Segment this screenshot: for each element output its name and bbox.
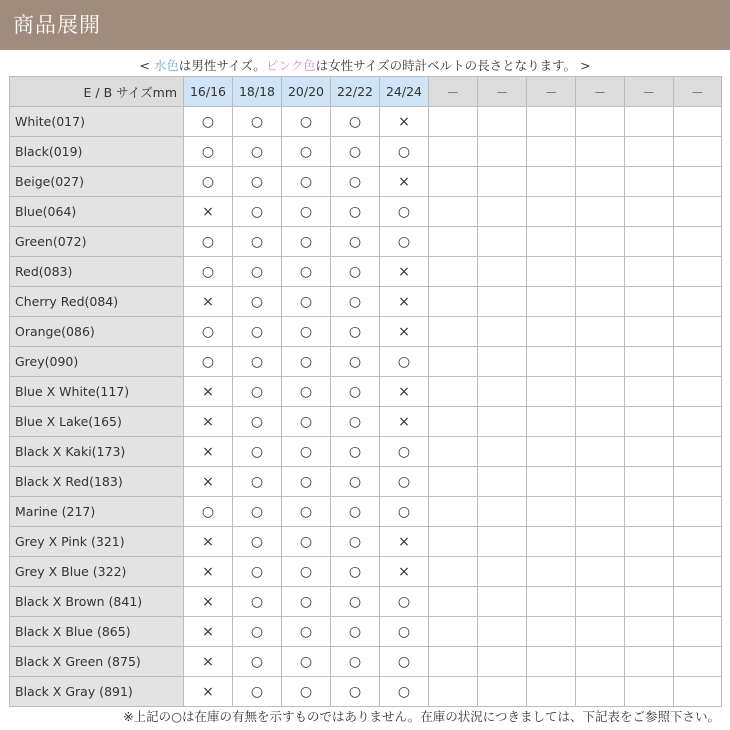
availability-mark: ○ [331,677,380,707]
availability-mark: ○ [233,647,282,677]
empty-cell [478,227,527,257]
empty-cell [478,407,527,437]
table-row [10,437,722,467]
empty-size-header: － [527,77,576,107]
availability-mark: ○ [233,497,282,527]
availability-mark: ○ [331,227,380,257]
table-row [10,497,722,527]
availability-mark: ○ [380,197,429,227]
availability-mark: × [184,587,233,617]
availability-mark: ○ [282,647,331,677]
color-name-cell: Marine (217) [10,497,184,527]
availability-mark: ○ [380,677,429,707]
table-row [10,107,722,137]
availability-mark: × [380,377,429,407]
note-open: < [139,58,154,73]
availability-mark: × [380,257,429,287]
availability-mark: ○ [233,677,282,707]
size-header: 24/24 [380,77,429,107]
empty-cell [429,677,478,707]
empty-cell [674,497,722,527]
empty-cell [478,347,527,377]
empty-size-header: － [478,77,527,107]
availability-mark: ○ [331,257,380,287]
availability-mark: ○ [282,347,331,377]
availability-mark: ○ [282,137,331,167]
availability-mark: ○ [233,257,282,287]
size-header: 16/16 [184,77,233,107]
table-row [10,527,722,557]
empty-cell [576,437,625,467]
table-header-row [10,77,722,107]
empty-cell [527,257,576,287]
color-name-cell: Beige(027) [10,167,184,197]
availability-mark: ○ [331,647,380,677]
empty-cell [478,677,527,707]
empty-cell [674,557,722,587]
empty-cell [576,287,625,317]
empty-cell [674,137,722,167]
availability-mark: × [184,437,233,467]
empty-cell [429,137,478,167]
empty-size-header: － [576,77,625,107]
empty-cell [625,257,674,287]
table-row [10,317,722,347]
empty-cell [478,587,527,617]
empty-cell [625,437,674,467]
empty-cell [625,107,674,137]
availability-mark: ○ [282,527,331,557]
table-row [10,167,722,197]
table-row [10,377,722,407]
size-color-note [0,57,730,75]
empty-cell [429,497,478,527]
table-row [10,467,722,497]
availability-mark: ○ [380,227,429,257]
empty-cell [674,257,722,287]
table-row [10,587,722,617]
empty-cell [674,527,722,557]
availability-mark: × [380,167,429,197]
availability-mark: × [380,287,429,317]
availability-mark: ○ [331,527,380,557]
empty-cell [527,497,576,527]
size-availability-table [9,76,722,707]
note-text-1: は男性サイズ。 [178,58,266,73]
availability-mark: ○ [331,617,380,647]
empty-cell [576,137,625,167]
table-row [10,257,722,287]
empty-cell [527,197,576,227]
empty-cell [527,287,576,317]
table-row [10,197,722,227]
empty-cell [478,467,527,497]
availability-mark: ○ [233,347,282,377]
availability-mark: ○ [282,677,331,707]
empty-cell [527,407,576,437]
availability-mark: ○ [331,287,380,317]
color-name-cell: Black X Kaki(173) [10,437,184,467]
size-corner-label: E / B サイズmm [10,77,184,107]
availability-mark: × [184,407,233,437]
color-name-cell: Blue(064) [10,197,184,227]
empty-cell [429,407,478,437]
empty-cell [625,227,674,257]
table-row [10,347,722,377]
note-text-2: は女性サイズの時計ベルトの長さとなります。 [315,58,577,73]
table-row [10,137,722,167]
empty-cell [429,377,478,407]
empty-cell [478,107,527,137]
availability-mark: ○ [331,587,380,617]
note-close: > [576,58,591,73]
empty-cell [674,467,722,497]
availability-mark: ○ [184,317,233,347]
table-row [10,647,722,677]
availability-mark: × [184,647,233,677]
empty-cell [478,317,527,347]
empty-cell [625,137,674,167]
empty-cell [674,347,722,377]
empty-cell [625,617,674,647]
availability-mark: ○ [233,377,282,407]
empty-cell [625,197,674,227]
availability-mark: ○ [282,287,331,317]
empty-cell [674,317,722,347]
table-row [10,617,722,647]
availability-mark: × [380,317,429,347]
color-name-cell: Grey X Blue (322) [10,557,184,587]
availability-mark: ○ [282,407,331,437]
empty-cell [576,407,625,437]
availability-mark: ○ [380,587,429,617]
empty-cell [625,377,674,407]
availability-mark: ○ [233,587,282,617]
empty-cell [429,197,478,227]
availability-mark: ○ [184,167,233,197]
color-name-cell: Black(019) [10,137,184,167]
availability-mark: ○ [282,257,331,287]
availability-mark: ○ [282,497,331,527]
color-name-cell: Black X Green (875) [10,647,184,677]
table-row [10,407,722,437]
color-name-cell: Cherry Red(084) [10,287,184,317]
availability-mark: × [380,557,429,587]
empty-cell [674,167,722,197]
availability-mark: ○ [331,137,380,167]
empty-cell [674,107,722,137]
empty-cell [478,617,527,647]
empty-cell [674,647,722,677]
availability-mark: ○ [282,317,331,347]
empty-size-header: － [625,77,674,107]
availability-mark: ○ [233,137,282,167]
empty-cell [527,377,576,407]
empty-cell [429,467,478,497]
availability-mark: ○ [331,467,380,497]
table-row [10,677,722,707]
availability-mark: ○ [331,437,380,467]
color-name-cell: Blue X White(117) [10,377,184,407]
availability-mark: × [184,527,233,557]
empty-cell [674,287,722,317]
empty-cell [478,287,527,317]
page-title: 商品展開 [13,13,101,37]
color-name-cell: Orange(086) [10,317,184,347]
availability-mark: × [184,677,233,707]
empty-cell [576,677,625,707]
availability-mark: ○ [184,497,233,527]
table-row [10,287,722,317]
availability-mark: ○ [282,167,331,197]
availability-mark: ○ [331,407,380,437]
availability-mark: ○ [331,377,380,407]
color-name-cell: Black X Blue (865) [10,617,184,647]
availability-mark: ○ [184,257,233,287]
availability-mark: ○ [380,617,429,647]
empty-cell [674,587,722,617]
availability-mark: × [380,407,429,437]
empty-cell [429,347,478,377]
availability-mark: ○ [184,137,233,167]
empty-cell [478,437,527,467]
empty-cell [674,227,722,257]
availability-mark: ○ [380,647,429,677]
color-name-cell: Black X Brown (841) [10,587,184,617]
empty-cell [478,527,527,557]
availability-mark: ○ [233,527,282,557]
empty-cell [527,617,576,647]
empty-cell [527,647,576,677]
empty-cell [625,647,674,677]
availability-mark: ○ [233,287,282,317]
header-bar [0,0,730,50]
availability-mark: × [184,557,233,587]
empty-cell [527,467,576,497]
empty-cell [527,317,576,347]
availability-mark: × [380,527,429,557]
availability-mark: × [380,107,429,137]
empty-cell [429,437,478,467]
empty-cell [576,107,625,137]
availability-mark: ○ [282,557,331,587]
availability-mark: ○ [233,167,282,197]
availability-mark: ○ [233,557,282,587]
empty-cell [674,377,722,407]
size-header: 20/20 [282,77,331,107]
empty-cell [429,167,478,197]
empty-cell [429,557,478,587]
empty-cell [527,137,576,167]
note-pink-word: ピンク色 [265,58,316,73]
empty-cell [429,317,478,347]
empty-cell [674,197,722,227]
empty-size-header: － [429,77,478,107]
empty-cell [625,407,674,437]
empty-cell [625,677,674,707]
availability-mark: ○ [282,467,331,497]
empty-cell [429,107,478,137]
footnote: ※上記の○は在庫の有無を示すものではありません。在庫の状況につきましては、下記表をご参照下さい。 [123,709,720,724]
empty-cell [527,677,576,707]
availability-mark: × [184,467,233,497]
size-header: 22/22 [331,77,380,107]
empty-cell [429,587,478,617]
availability-mark: ○ [380,467,429,497]
availability-mark: × [184,287,233,317]
empty-cell [625,317,674,347]
availability-mark: ○ [380,497,429,527]
empty-size-header: － [674,77,722,107]
empty-cell [674,617,722,647]
availability-mark: ○ [282,377,331,407]
empty-cell [576,557,625,587]
note-blue-word: 水色 [153,58,179,73]
empty-cell [674,407,722,437]
availability-mark: ○ [282,437,331,467]
empty-cell [429,617,478,647]
availability-mark: ○ [331,197,380,227]
empty-cell [527,587,576,617]
empty-cell [625,347,674,377]
empty-cell [429,227,478,257]
color-name-cell: White(017) [10,107,184,137]
color-name-cell: Black X Gray (891) [10,677,184,707]
empty-cell [478,557,527,587]
availability-mark: ○ [233,227,282,257]
empty-cell [478,197,527,227]
availability-mark: ○ [282,587,331,617]
color-name-cell: Green(072) [10,227,184,257]
empty-cell [429,287,478,317]
availability-mark: × [184,617,233,647]
availability-mark: ○ [331,347,380,377]
availability-mark: ○ [233,407,282,437]
color-name-cell: Black X Red(183) [10,467,184,497]
empty-cell [625,527,674,557]
empty-cell [576,617,625,647]
availability-mark: ○ [233,317,282,347]
empty-cell [576,647,625,677]
availability-mark: ○ [380,137,429,167]
availability-mark: ○ [184,107,233,137]
empty-cell [625,497,674,527]
empty-cell [576,377,625,407]
availability-mark: ○ [233,467,282,497]
empty-cell [576,587,625,617]
empty-cell [478,647,527,677]
empty-cell [527,347,576,377]
empty-cell [625,167,674,197]
empty-cell [527,557,576,587]
empty-cell [625,287,674,317]
availability-mark: ○ [380,437,429,467]
availability-mark: ○ [282,617,331,647]
empty-cell [625,587,674,617]
availability-mark: ○ [380,347,429,377]
size-header: 18/18 [233,77,282,107]
availability-mark: ○ [331,497,380,527]
empty-cell [429,527,478,557]
empty-cell [429,257,478,287]
empty-cell [674,677,722,707]
empty-cell [527,107,576,137]
availability-mark: ○ [184,227,233,257]
table-row [10,227,722,257]
availability-mark: ○ [282,227,331,257]
empty-cell [527,227,576,257]
availability-mark: ○ [233,107,282,137]
empty-cell [576,527,625,557]
empty-cell [527,527,576,557]
availability-mark: ○ [233,617,282,647]
empty-cell [527,437,576,467]
availability-mark: ○ [233,437,282,467]
table-body [10,107,722,707]
availability-mark: ○ [331,167,380,197]
table-row [10,557,722,587]
availability-mark: ○ [331,317,380,347]
empty-cell [576,257,625,287]
availability-mark: × [184,377,233,407]
empty-cell [478,167,527,197]
empty-cell [478,137,527,167]
empty-cell [576,197,625,227]
empty-cell [576,227,625,257]
color-name-cell: Red(083) [10,257,184,287]
color-name-cell: Grey(090) [10,347,184,377]
empty-cell [625,557,674,587]
availability-mark: ○ [331,557,380,587]
empty-cell [576,467,625,497]
availability-mark: ○ [282,107,331,137]
availability-mark: ○ [233,197,282,227]
empty-cell [576,167,625,197]
availability-mark: ○ [184,347,233,377]
empty-cell [478,497,527,527]
empty-cell [576,497,625,527]
empty-cell [576,317,625,347]
empty-cell [478,257,527,287]
color-name-cell: Grey X Pink (321) [10,527,184,557]
availability-mark: ○ [331,107,380,137]
availability-mark: × [184,197,233,227]
empty-cell [527,167,576,197]
empty-cell [429,647,478,677]
empty-cell [576,347,625,377]
empty-cell [625,467,674,497]
empty-cell [478,377,527,407]
availability-mark: ○ [282,197,331,227]
color-name-cell: Blue X Lake(165) [10,407,184,437]
empty-cell [674,437,722,467]
